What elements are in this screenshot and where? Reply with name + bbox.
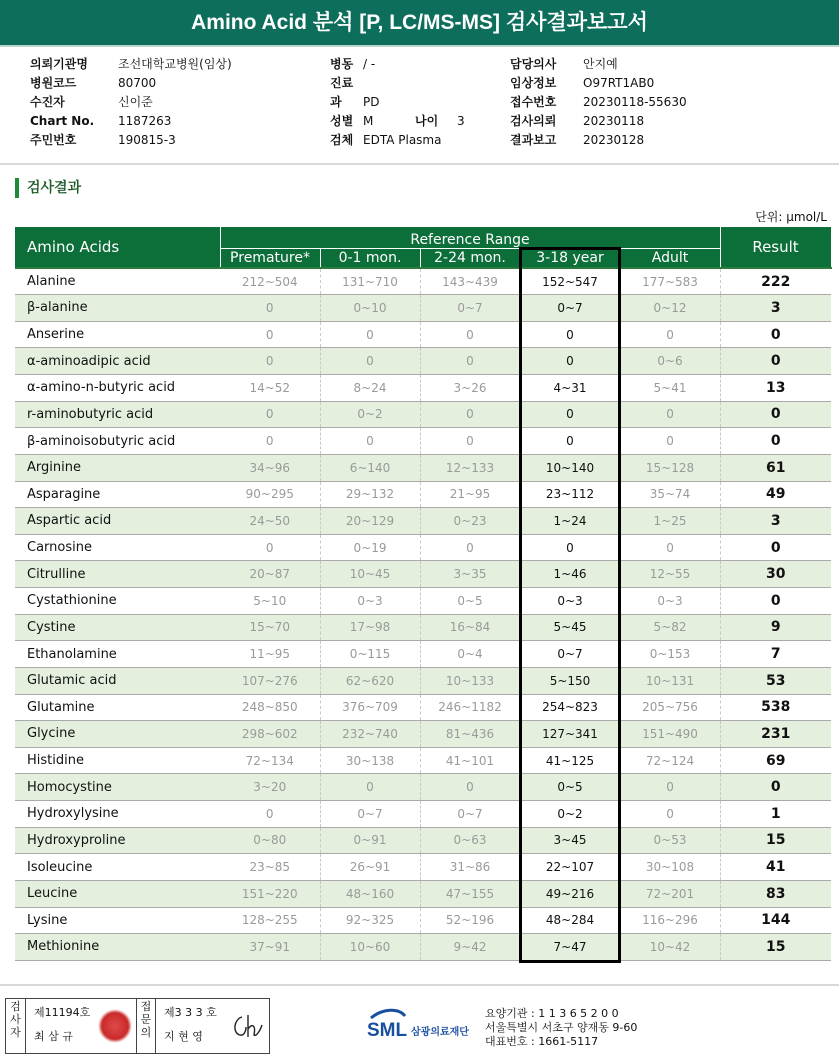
amino-acid-name: α-aminoadipic acid bbox=[15, 348, 220, 375]
reference-value: 143~439 bbox=[420, 268, 520, 295]
reference-value-highlighted: 22~107 bbox=[520, 854, 620, 881]
table-row bbox=[15, 348, 831, 375]
subheader-2-24-mon: 2-24 mon. bbox=[420, 248, 520, 268]
reference-value-highlighted: 49~216 bbox=[520, 880, 620, 907]
result-value: 15 bbox=[720, 827, 831, 854]
reference-value-highlighted: 48~284 bbox=[520, 907, 620, 934]
result-value: 3 bbox=[720, 508, 831, 535]
reference-value: 0 bbox=[620, 321, 720, 348]
reference-value-highlighted: 5~45 bbox=[520, 614, 620, 641]
reference-value: 131~710 bbox=[320, 268, 420, 295]
info-row bbox=[510, 131, 687, 150]
table-row bbox=[15, 481, 831, 508]
reference-value-highlighted: 41~125 bbox=[520, 747, 620, 774]
reference-value: 151~220 bbox=[220, 880, 320, 907]
result-value: 0 bbox=[720, 348, 831, 375]
reference-value: 0 bbox=[620, 428, 720, 455]
reference-value: 0~7 bbox=[420, 801, 520, 828]
table-row bbox=[15, 747, 831, 774]
reference-value: 0 bbox=[420, 774, 520, 801]
reference-value: 298~602 bbox=[220, 721, 320, 748]
result-value: 0 bbox=[720, 428, 831, 455]
reference-value: 177~583 bbox=[620, 268, 720, 295]
reference-value-highlighted: 0 bbox=[520, 401, 620, 428]
amino-acid-name: Citrulline bbox=[15, 561, 220, 588]
reference-value: 0~2 bbox=[320, 401, 420, 428]
reference-value: 16~84 bbox=[420, 614, 520, 641]
info-row bbox=[510, 74, 687, 93]
amino-acids-header: Amino Acids bbox=[15, 227, 220, 268]
info-label: 검체 bbox=[330, 133, 354, 147]
amino-acid-name: Lysine bbox=[15, 907, 220, 934]
result-value: 61 bbox=[720, 454, 831, 481]
reference-value: 0~3 bbox=[320, 588, 420, 615]
info-divider bbox=[0, 163, 839, 165]
reference-value-highlighted: 23~112 bbox=[520, 481, 620, 508]
info-value: / - bbox=[363, 57, 376, 71]
reference-value-highlighted: 10~140 bbox=[520, 454, 620, 481]
info-label: 수진자 bbox=[30, 95, 65, 109]
reference-value: 0 bbox=[220, 295, 320, 322]
reference-value: 0~7 bbox=[420, 295, 520, 322]
table-row bbox=[15, 295, 831, 322]
reference-value: 205~756 bbox=[620, 694, 720, 721]
table-row bbox=[15, 907, 831, 934]
table-row bbox=[15, 721, 831, 748]
result-value: 13 bbox=[720, 375, 831, 402]
table-row bbox=[15, 375, 831, 402]
result-value: 41 bbox=[720, 854, 831, 881]
table-row bbox=[15, 534, 831, 561]
doctor-license: 제3 3 3 호 bbox=[164, 1006, 217, 1019]
table-row bbox=[15, 880, 831, 907]
reference-value: 0~3 bbox=[620, 588, 720, 615]
seal-stamp-icon bbox=[98, 1009, 132, 1043]
amino-acid-name: α-amino-n-butyric acid bbox=[15, 375, 220, 402]
result-value: 7 bbox=[720, 641, 831, 668]
lab-info-line: 서울특별시 서초구 양재동 9-60 bbox=[485, 1021, 638, 1034]
reference-value: 6~140 bbox=[320, 454, 420, 481]
reference-value: 0 bbox=[220, 321, 320, 348]
result-value: 144 bbox=[720, 907, 831, 934]
reference-value: 0 bbox=[620, 534, 720, 561]
reference-value: 0 bbox=[320, 774, 420, 801]
signature-box bbox=[5, 998, 270, 1054]
reference-value: 35~74 bbox=[620, 481, 720, 508]
info-row bbox=[330, 131, 465, 150]
reference-value: 21~95 bbox=[420, 481, 520, 508]
reference-value: 0 bbox=[620, 774, 720, 801]
unit-label: 단위: μmol/L bbox=[755, 210, 827, 224]
reference-value: 0~63 bbox=[420, 827, 520, 854]
result-value: 0 bbox=[720, 774, 831, 801]
reference-value: 0 bbox=[220, 534, 320, 561]
reference-value: 23~85 bbox=[220, 854, 320, 881]
age-value: 3 bbox=[457, 114, 465, 128]
reference-value-highlighted: 0~3 bbox=[520, 588, 620, 615]
table-row bbox=[15, 827, 831, 854]
reference-value: 12~133 bbox=[420, 454, 520, 481]
reference-value: 107~276 bbox=[220, 667, 320, 694]
table-row bbox=[15, 401, 831, 428]
info-value: EDTA Plasma bbox=[363, 133, 442, 147]
reference-value-highlighted: 7~47 bbox=[520, 934, 620, 961]
result-value: 0 bbox=[720, 321, 831, 348]
table-row bbox=[15, 694, 831, 721]
reference-value: 11~95 bbox=[220, 641, 320, 668]
reference-value: 34~96 bbox=[220, 454, 320, 481]
reference-value: 0~19 bbox=[320, 534, 420, 561]
amino-acid-name: Asparagine bbox=[15, 481, 220, 508]
reference-value: 0 bbox=[420, 348, 520, 375]
reference-value: 0 bbox=[620, 801, 720, 828]
reference-value: 62~620 bbox=[320, 667, 420, 694]
reference-value: 24~50 bbox=[220, 508, 320, 535]
table-row bbox=[15, 641, 831, 668]
info-label: 임상정보 bbox=[510, 76, 557, 90]
reference-value-highlighted: 0~5 bbox=[520, 774, 620, 801]
reference-value-highlighted: 0~7 bbox=[520, 295, 620, 322]
info-value: 안지예 bbox=[583, 57, 618, 71]
reference-value-highlighted: 0 bbox=[520, 321, 620, 348]
amino-acid-name: Hydroxylysine bbox=[15, 801, 220, 828]
amino-acid-name: Glutamic acid bbox=[15, 667, 220, 694]
reference-value: 81~436 bbox=[420, 721, 520, 748]
table-row bbox=[15, 774, 831, 801]
info-label: 진료과 bbox=[330, 76, 354, 109]
reference-value: 10~133 bbox=[420, 667, 520, 694]
info-row bbox=[30, 55, 232, 74]
reference-value-highlighted: 3~45 bbox=[520, 827, 620, 854]
reference-value-highlighted: 1~24 bbox=[520, 508, 620, 535]
reference-value: 0~6 bbox=[620, 348, 720, 375]
inspector-name: 최 삼 규 bbox=[34, 1030, 73, 1043]
reference-value-highlighted: 0 bbox=[520, 428, 620, 455]
info-value: 20230118 bbox=[583, 114, 645, 128]
info-row bbox=[330, 74, 465, 112]
amino-acid-name: Isoleucine bbox=[15, 854, 220, 881]
reference-value: 0~23 bbox=[420, 508, 520, 535]
handwritten-signature-icon bbox=[228, 1011, 264, 1041]
reference-value: 0~12 bbox=[620, 295, 720, 322]
amino-acid-name: Aspartic acid bbox=[15, 508, 220, 535]
result-value: 9 bbox=[720, 614, 831, 641]
info-row bbox=[30, 93, 232, 112]
age-label: 나이 bbox=[415, 114, 439, 128]
subheader-adult: Adult bbox=[620, 248, 720, 268]
reference-value-highlighted: 1~46 bbox=[520, 561, 620, 588]
info-value: 신이준 bbox=[118, 95, 153, 109]
info-value: 20230118-55630 bbox=[583, 95, 687, 109]
info-col-2 bbox=[330, 55, 465, 150]
result-value: 1 bbox=[720, 801, 831, 828]
reference-value: 5~82 bbox=[620, 614, 720, 641]
reference-value: 0 bbox=[420, 321, 520, 348]
lab-info bbox=[485, 1007, 637, 1049]
reference-value: 12~55 bbox=[620, 561, 720, 588]
inspector-vertical-label: 검사자 bbox=[6, 999, 26, 1053]
reference-value: 26~91 bbox=[320, 854, 420, 881]
reference-value: 10~131 bbox=[620, 667, 720, 694]
reference-value: 72~124 bbox=[620, 747, 720, 774]
reference-value: 47~155 bbox=[420, 880, 520, 907]
amino-acid-name: Homocystine bbox=[15, 774, 220, 801]
report-title: Amino Acid 분석 [P, LC/MS-MS] 검사결과보고서 bbox=[0, 0, 839, 45]
subheader-premature: Premature* bbox=[220, 248, 320, 268]
table-row bbox=[15, 588, 831, 615]
reference-value: 10~60 bbox=[320, 934, 420, 961]
amino-acid-name: Glutamine bbox=[15, 694, 220, 721]
amino-acid-name: Cystine bbox=[15, 614, 220, 641]
reference-value: 0 bbox=[220, 401, 320, 428]
amino-acid-name: Methionine bbox=[15, 934, 220, 961]
info-value: 80700 bbox=[118, 76, 157, 90]
reference-value: 212~504 bbox=[220, 268, 320, 295]
reference-value: 232~740 bbox=[320, 721, 420, 748]
reference-value: 20~129 bbox=[320, 508, 420, 535]
amino-acid-name: Hydroxyproline bbox=[15, 827, 220, 854]
amino-acid-name: r-aminobutyric acid bbox=[15, 401, 220, 428]
reference-value: 0 bbox=[420, 428, 520, 455]
reference-value: 0~5 bbox=[420, 588, 520, 615]
reference-value: 0 bbox=[320, 348, 420, 375]
title-underline bbox=[0, 45, 839, 47]
reference-value: 20~87 bbox=[220, 561, 320, 588]
reference-value: 116~296 bbox=[620, 907, 720, 934]
amino-acid-name: Cystathionine bbox=[15, 588, 220, 615]
result-value: 15 bbox=[720, 934, 831, 961]
sml-logo bbox=[365, 1006, 485, 1046]
reference-value-highlighted: 152~547 bbox=[520, 268, 620, 295]
table-row bbox=[15, 428, 831, 455]
info-value: 조선대학교병원(임상) bbox=[118, 57, 232, 71]
reference-value-highlighted: 0 bbox=[520, 348, 620, 375]
reference-value: 0~53 bbox=[620, 827, 720, 854]
info-label: 담당의사 bbox=[510, 57, 557, 71]
info-row bbox=[330, 55, 465, 74]
result-value: 69 bbox=[720, 747, 831, 774]
reference-value-highlighted: 0~7 bbox=[520, 641, 620, 668]
info-row bbox=[510, 112, 687, 131]
reference-value: 376~709 bbox=[320, 694, 420, 721]
inspector-license: 제11194호 bbox=[34, 1006, 91, 1019]
info-label: 병동 bbox=[330, 57, 354, 71]
info-row bbox=[330, 112, 465, 131]
reference-value: 0~115 bbox=[320, 641, 420, 668]
lab-info-line: 요양기관 : 1 1 3 6 5 2 0 0 bbox=[485, 1007, 619, 1020]
reference-value: 0~80 bbox=[220, 827, 320, 854]
result-value: 0 bbox=[720, 588, 831, 615]
info-col-3 bbox=[510, 55, 687, 150]
table-row bbox=[15, 854, 831, 881]
reference-value: 0 bbox=[320, 428, 420, 455]
reference-value: 0~4 bbox=[420, 641, 520, 668]
info-row bbox=[510, 93, 687, 112]
result-value: 53 bbox=[720, 667, 831, 694]
doctor-vertical-label: 접문의 bbox=[136, 999, 156, 1053]
reference-value: 72~134 bbox=[220, 747, 320, 774]
reference-value: 246~1182 bbox=[420, 694, 520, 721]
reference-value-highlighted: 4~31 bbox=[520, 375, 620, 402]
amino-acid-name: Anserine bbox=[15, 321, 220, 348]
info-value: PD bbox=[363, 95, 380, 109]
reference-value: 10~42 bbox=[620, 934, 720, 961]
reference-value-highlighted: 0 bbox=[520, 534, 620, 561]
reference-value: 37~91 bbox=[220, 934, 320, 961]
table-row bbox=[15, 268, 831, 295]
sml-logo-icon bbox=[365, 1006, 485, 1046]
subheader-0-1-mon: 0-1 mon. bbox=[320, 248, 420, 268]
reference-value-highlighted: 5~150 bbox=[520, 667, 620, 694]
result-header: Result bbox=[720, 227, 831, 268]
reference-value: 15~70 bbox=[220, 614, 320, 641]
result-value: 3 bbox=[720, 295, 831, 322]
reference-value: 0 bbox=[620, 401, 720, 428]
doctor-name: 지 현 영 bbox=[164, 1030, 203, 1043]
reference-value: 8~24 bbox=[320, 375, 420, 402]
reference-value: 3~26 bbox=[420, 375, 520, 402]
info-value: 190815-3 bbox=[118, 133, 176, 147]
info-value: 20230128 bbox=[583, 133, 645, 147]
result-value: 0 bbox=[720, 534, 831, 561]
table-row bbox=[15, 667, 831, 694]
reference-value: 9~42 bbox=[420, 934, 520, 961]
amino-acid-name: Ethanolamine bbox=[15, 641, 220, 668]
amino-acid-name: Alanine bbox=[15, 268, 220, 295]
reference-value: 151~490 bbox=[620, 721, 720, 748]
reference-value: 0 bbox=[220, 348, 320, 375]
reference-value: 14~52 bbox=[220, 375, 320, 402]
info-row bbox=[510, 55, 687, 74]
amino-acid-name: β-alanine bbox=[15, 295, 220, 322]
reference-value: 0 bbox=[220, 801, 320, 828]
info-value: 1187263 bbox=[118, 114, 172, 128]
info-label: 성별 bbox=[330, 114, 354, 128]
table-row bbox=[15, 561, 831, 588]
table-row bbox=[15, 321, 831, 348]
amino-acid-name: Leucine bbox=[15, 880, 220, 907]
reference-value: 5~10 bbox=[220, 588, 320, 615]
reference-value-highlighted: 254~823 bbox=[520, 694, 620, 721]
reference-value: 15~128 bbox=[620, 454, 720, 481]
footer-divider bbox=[0, 984, 839, 986]
reference-value-highlighted: 0~2 bbox=[520, 801, 620, 828]
reference-value: 3~20 bbox=[220, 774, 320, 801]
reference-value: 72~201 bbox=[620, 880, 720, 907]
result-value: 231 bbox=[720, 721, 831, 748]
info-row bbox=[30, 74, 232, 93]
info-label: 의뢰기관명 bbox=[30, 57, 88, 71]
logo-text: SML bbox=[367, 1020, 408, 1041]
reference-value: 0 bbox=[320, 321, 420, 348]
reference-value: 31~86 bbox=[420, 854, 520, 881]
reference-value: 0 bbox=[420, 401, 520, 428]
reference-value: 128~255 bbox=[220, 907, 320, 934]
reference-value: 5~41 bbox=[620, 375, 720, 402]
reference-value: 10~45 bbox=[320, 561, 420, 588]
amino-acid-name: Histidine bbox=[15, 747, 220, 774]
result-value: 0 bbox=[720, 401, 831, 428]
reference-value: 92~325 bbox=[320, 907, 420, 934]
table-row bbox=[15, 614, 831, 641]
reference-value: 1~25 bbox=[620, 508, 720, 535]
result-value: 83 bbox=[720, 880, 831, 907]
table-row bbox=[15, 934, 831, 961]
subheader-3-18-year: 3-18 year bbox=[520, 248, 620, 268]
info-label: 접수번호 bbox=[510, 95, 557, 109]
lab-info-line: 대표번호 : 1661-5117 bbox=[485, 1035, 599, 1048]
reference-value: 0~7 bbox=[320, 801, 420, 828]
reference-value: 3~35 bbox=[420, 561, 520, 588]
amino-acid-name: Arginine bbox=[15, 454, 220, 481]
reference-value: 41~101 bbox=[420, 747, 520, 774]
reference-value: 248~850 bbox=[220, 694, 320, 721]
info-value: M bbox=[363, 114, 374, 128]
table-body bbox=[15, 268, 831, 960]
result-value: 222 bbox=[720, 268, 831, 295]
info-label: Chart No. bbox=[30, 114, 95, 128]
table-row bbox=[15, 801, 831, 828]
amino-acid-name: Carnosine bbox=[15, 534, 220, 561]
reference-value: 0~10 bbox=[320, 295, 420, 322]
reference-range-header: Reference Range bbox=[220, 227, 720, 248]
info-row bbox=[30, 112, 232, 131]
result-value: 49 bbox=[720, 481, 831, 508]
info-label: 결과보고 bbox=[510, 133, 557, 147]
info-label: 병원코드 bbox=[30, 76, 77, 90]
info-label: 주민번호 bbox=[30, 133, 77, 147]
reference-value: 0~153 bbox=[620, 641, 720, 668]
reference-value: 48~160 bbox=[320, 880, 420, 907]
info-col-1 bbox=[30, 55, 232, 150]
reference-value: 0~91 bbox=[320, 827, 420, 854]
reference-value: 30~108 bbox=[620, 854, 720, 881]
table-row bbox=[15, 454, 831, 481]
reference-value: 90~295 bbox=[220, 481, 320, 508]
reference-value: 17~98 bbox=[320, 614, 420, 641]
reference-value: 0 bbox=[420, 534, 520, 561]
info-row bbox=[30, 131, 232, 150]
reference-value: 52~196 bbox=[420, 907, 520, 934]
reference-value: 30~138 bbox=[320, 747, 420, 774]
table-row bbox=[15, 508, 831, 535]
reference-value: 0 bbox=[220, 428, 320, 455]
result-value: 30 bbox=[720, 561, 831, 588]
logo-subtext: 삼광의료재단 bbox=[411, 1027, 469, 1038]
result-value: 538 bbox=[720, 694, 831, 721]
results-table bbox=[15, 227, 832, 961]
reference-value: 29~132 bbox=[320, 481, 420, 508]
section-title: 검사결과 bbox=[15, 178, 81, 198]
info-value: O97RT1AB0 bbox=[583, 76, 655, 90]
info-label: 검사의뢰 bbox=[510, 114, 557, 128]
reference-value-highlighted: 127~341 bbox=[520, 721, 620, 748]
amino-acid-name: β-aminoisobutyric acid bbox=[15, 428, 220, 455]
amino-acid-name: Glycine bbox=[15, 721, 220, 748]
